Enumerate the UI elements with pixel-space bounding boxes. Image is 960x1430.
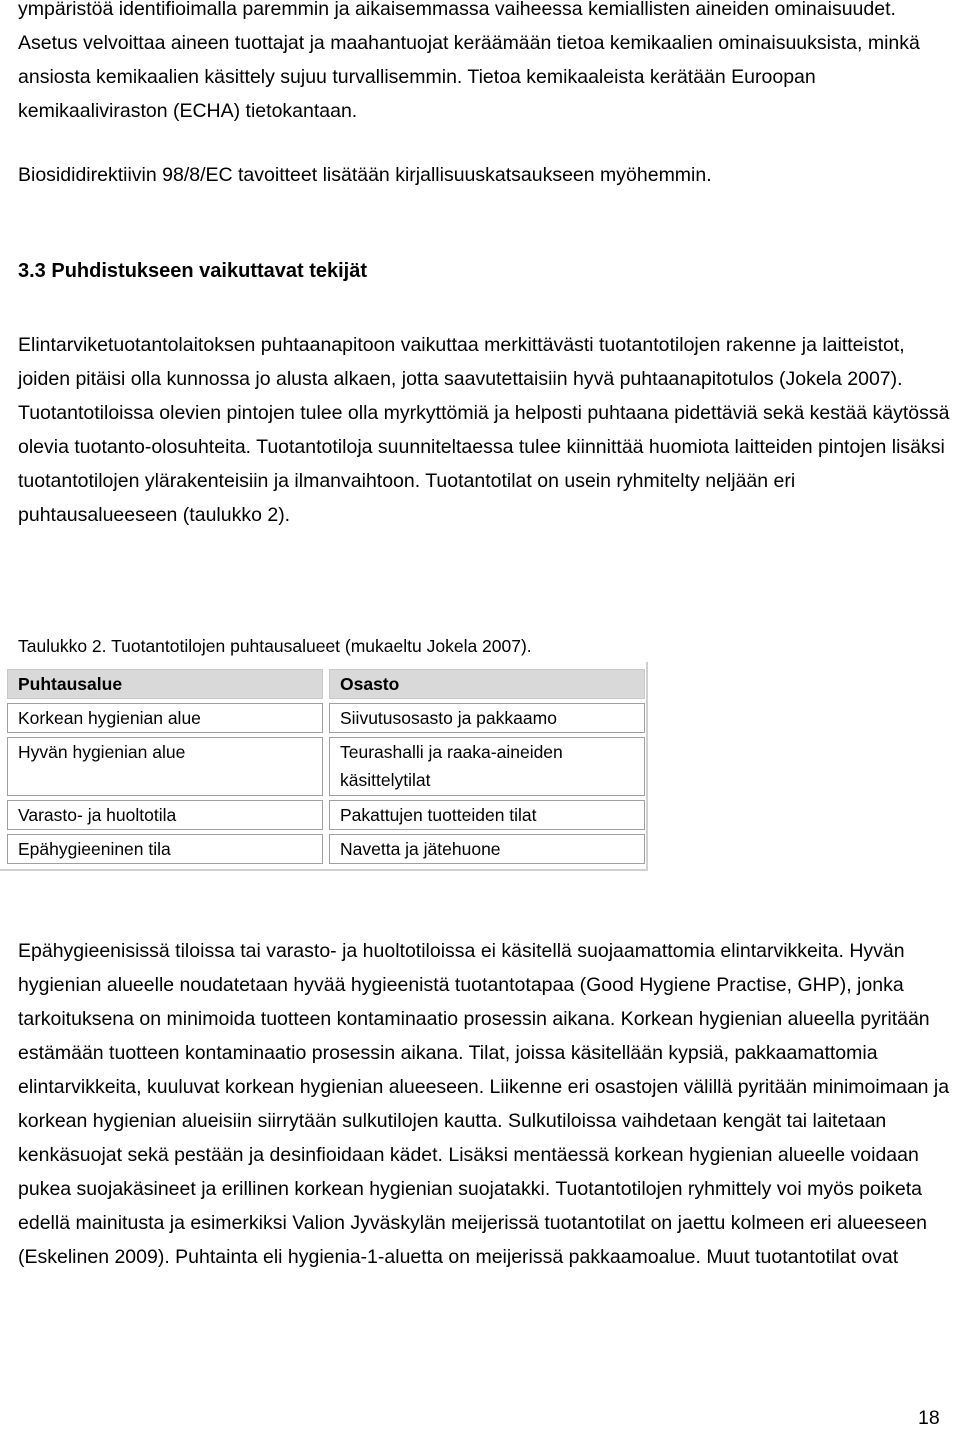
- table-cell-department: Pakattujen tuotteiden tilat: [329, 800, 645, 830]
- paragraph-cleaning-factors: Elintarviketuotantolaitoksen puhtaanapitoon vaikuttaa merkittävästi tuotantotilojen rakenne ja laitteistot, joiden pitäisi olla kunnossa jo alusta alkaen, jotta saavutettaisiin hyvä puhtaanapitotulos (Jokela 2007). Tuotantotiloissa olevien pintojen tulee olla myrkyttömiä ja helposti puhtaana pidettäviä sekä kestää käytössä olevia tuotanto-olosuhteita. Tuotantotiloja suunniteltaessa tulee kiinnittää huomiota laitteiden pintojen lisäksi tuotantotilojen ylärakenteisiin ja ilmanvaihtoon. Tuotantotilat on usein ryhmitelty neljään eri puhtausalueeseen (taulukko 2).: [18, 334, 950, 526]
- table-cell-department: Navetta ja jätehuone: [329, 834, 645, 864]
- table-cell-zone: Varasto- ja huoltotila: [7, 800, 323, 830]
- paragraph-biocide-directive: Biosididirektiivin 98/8/EC tavoitteet lisätään kirjallisuuskatsaukseen myöhemmin.: [18, 164, 712, 186]
- table-cell-zone: Korkean hygienian alue: [7, 703, 323, 733]
- page-number: 18: [918, 1407, 940, 1429]
- table-cell-zone: Hyvän hygienian alue: [7, 737, 323, 796]
- table-caption: Taulukko 2. Tuotantotilojen puhtausalueet (mukaeltu Jokela 2007).: [18, 636, 532, 656]
- table-cell-department: Teurashalli ja raaka-aineiden käsittelytilat: [329, 737, 645, 796]
- cleanliness-zones-table: [0, 662, 648, 871]
- paragraph-reach-intro: ympäristöä identifioimalla paremmin ja aikaisemmassa vaiheessa kemiallisten aineiden ominaisuudet. Asetus velvoittaa aineen tuottajat ja maahantuojat keräämään tietoa kemikaalien ominaisuuksista, minkä ansiosta kemikaalien käsittely sujuu turvallisemmin. Tietoa kemikaaleista kerätään Euroopan kemikaaliviraston (ECHA) tietokantaan.: [18, 0, 920, 122]
- paragraph-hygiene-zones: Epähygieenisissä tiloissa tai varasto- ja huoltotiloissa ei käsitellä suojaamattomia elintarvikkeita. Hyvän hygienian alueelle noudatetaan hyvää hygieenistä tuotantotapaa (Good Hygiene Practise, GHP), jonka tarkoituksena on minimoida tuotteen kontaminaatio prosessin aikana. Korkean hygienian alueella pyritään estämään tuotteen kontaminaatio prosessin aikana. Tilat, joissa käsitellään kypsiä, pakkaamattomia elintarvikkeita, kuuluvat korkean hygienian alueeseen. Liikenne eri osastojen välillä pyritään minimoimaan ja korkean hygienian alueisiin siirrytään sulkutilojen kautta. Sulkutiloissa vaihdetaan kengät tai laitetaan kenkäsuojat sekä pestään ja desinfioidaan kädet. Lisäksi mentäessä korkean hygienian alueelle voidaan pukea suojakäsineet ja erillinen korkean hygienian suojatakki. Tuotantotilojen ryhmittely voi myös poiketa edellä mainitusta ja esimerkiksi Valion Jyväskylän meijerissä tuotantotilat on jaettu kolmeen eri alueeseen (Eskelinen 2009). Puhtainta eli hygienia-1-aluetta on meijerissä pakkaamoalue. Muut tuotantotilat ovat: [18, 940, 950, 1268]
- section-heading: 3.3 Puhdistukseen vaikuttavat tekijät: [18, 260, 368, 282]
- table-cell-department: Siivutusosasto ja pakkaamo: [329, 703, 645, 733]
- table-cell-zone: Epähygieeninen tila: [7, 834, 323, 864]
- table-header-department: Osasto: [329, 669, 645, 699]
- table-header-zone: Puhtausalue: [7, 669, 323, 699]
